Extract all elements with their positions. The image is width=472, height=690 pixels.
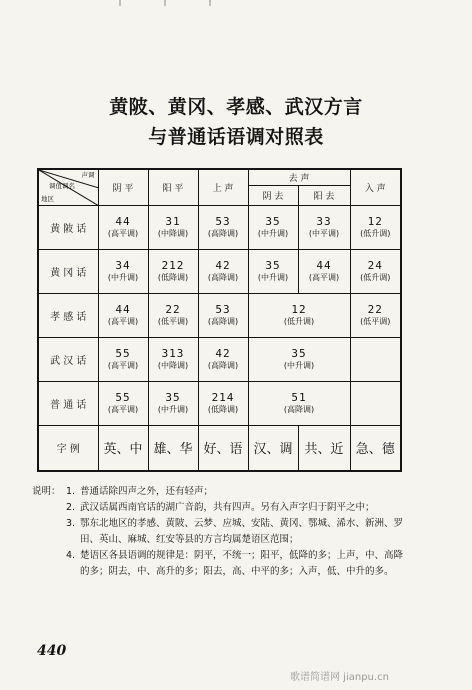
row-name: 黄 陂 话 — [38, 205, 98, 249]
tone-value: 22 — [165, 303, 181, 316]
row-name: 黄 冈 话 — [38, 249, 98, 293]
tone-name: (中升调) — [107, 273, 139, 282]
row-name: 武 汉 话 — [38, 337, 98, 381]
tone-value: 24 — [367, 259, 383, 272]
header-qusheng: 去 声 — [248, 169, 350, 185]
tone-name: (中升调) — [257, 229, 289, 238]
tone-cell — [298, 249, 350, 293]
tone-name: (高平调) — [308, 273, 340, 282]
tone-cell — [198, 293, 248, 337]
tone-value: 12 — [367, 215, 383, 228]
table-row — [38, 205, 401, 249]
top-crop-marks — [0, 0, 472, 10]
tone-name: (低降调) — [207, 405, 239, 414]
tone-name: (中平调) — [308, 229, 340, 238]
tone-value: 35 — [291, 347, 307, 360]
tone-cell — [350, 205, 401, 249]
row-name: 普 通 话 — [38, 381, 98, 425]
tone-name: (低升调) — [360, 229, 391, 238]
note-number: 4. — [66, 550, 76, 561]
examples-label: 字 例 — [38, 425, 98, 471]
example-chars: 急、德 — [350, 425, 401, 471]
header-rusheng: 入 声 — [350, 169, 401, 205]
tone-value: 33 — [316, 215, 332, 228]
tone-value: 44 — [316, 259, 332, 272]
tone-value: 42 — [215, 259, 231, 272]
tone-value: 35 — [265, 215, 281, 228]
note-item — [66, 500, 412, 516]
tone-cell — [98, 337, 148, 381]
corner-header-cell — [38, 169, 98, 205]
note-text: 楚语区各县语调的规律是：阴平，不统一；阳平，低降的多；上声，中、高降的多；阴去，中、高升的多；阳去，高、中平的多；入声，低、中升的多。 — [80, 550, 404, 577]
header-shangsheng: 上 声 — [198, 169, 248, 205]
tone-name: (高降调) — [207, 273, 239, 282]
tone-value: 35 — [165, 391, 181, 404]
tone-name: (中升调) — [283, 361, 315, 370]
tone-cell-merged — [248, 293, 350, 337]
tone-cell — [98, 293, 148, 337]
tone-value: 313 — [161, 347, 185, 360]
tone-name: (高降调) — [207, 317, 239, 326]
tone-value: 12 — [291, 303, 307, 316]
note-number: 1. — [66, 486, 76, 497]
tone-value: 42 — [215, 347, 231, 360]
tone-value: 212 — [161, 259, 185, 272]
tone-name: (中降调) — [157, 229, 189, 238]
tone-cell — [198, 249, 248, 293]
tone-cell — [198, 205, 248, 249]
tone-cell — [248, 249, 298, 293]
note-text: 武汉话属西南官话的湖广音韵，共有四声。另有入声字归于阴平之中； — [80, 502, 375, 513]
example-chars: 好、语 — [198, 425, 248, 471]
tone-name: (高降调) — [283, 405, 315, 414]
example-chars: 共、近 — [298, 425, 350, 471]
tone-cell — [148, 337, 198, 381]
tone-value: 53 — [215, 303, 231, 316]
tone-name: (高平调) — [107, 317, 139, 326]
tone-cell — [148, 293, 198, 337]
example-chars: 英、中 — [98, 425, 148, 471]
page-number: 440 — [37, 643, 67, 659]
examples-row — [38, 425, 401, 471]
example-chars: 汉、调 — [248, 425, 298, 471]
tone-cell-merged — [248, 337, 350, 381]
tone-value: 214 — [211, 391, 235, 404]
row-name: 孝 感 话 — [38, 293, 98, 337]
tone-cell — [98, 249, 148, 293]
tone-name: (低平调) — [360, 317, 391, 326]
notes-lead: 说明： — [32, 486, 61, 497]
table-row — [38, 337, 401, 381]
tone-value: 44 — [115, 215, 131, 228]
tone-cell — [148, 205, 198, 249]
tone-value: 31 — [165, 215, 181, 228]
tone-cell — [98, 205, 148, 249]
tone-name: (高平调) — [107, 229, 139, 238]
tone-name: (低降调) — [157, 273, 189, 282]
corner-label-value: 调值调名 — [49, 182, 75, 190]
tone-cell-empty — [350, 381, 401, 425]
tone-name: (低平调) — [157, 317, 189, 326]
header-yinqu: 阴 去 — [248, 185, 298, 205]
tone-cell — [350, 249, 401, 293]
table-row — [38, 381, 401, 425]
tone-value: 35 — [265, 259, 281, 272]
tone-cell-empty — [350, 337, 401, 381]
corner-label-region: 地区 — [41, 194, 54, 203]
tone-value: 53 — [215, 215, 231, 228]
tone-name: (低升调) — [283, 317, 315, 326]
title-line-2: 与普通话语调对照表 — [148, 126, 324, 148]
tone-name: (高平调) — [107, 361, 139, 370]
header-yangqu: 阳 去 — [298, 185, 350, 205]
tone-cell — [148, 381, 198, 425]
note-number: 3. — [66, 518, 76, 529]
note-item — [66, 484, 412, 500]
note-item — [66, 548, 412, 580]
tone-cell-merged — [248, 381, 350, 425]
notes-section — [32, 484, 412, 580]
tone-comparison-table — [37, 168, 402, 472]
tone-value: 51 — [291, 391, 307, 404]
header-yangping: 阳 平 — [148, 169, 198, 205]
table-row — [38, 293, 401, 337]
tone-cell — [98, 381, 148, 425]
tone-name: (低升调) — [360, 273, 391, 282]
tone-value: 55 — [115, 391, 131, 404]
corner-label-tone: 声调 — [81, 171, 95, 179]
tone-cell — [198, 381, 248, 425]
example-chars: 雄、华 — [148, 425, 198, 471]
title-line-1: 黄陂、黄冈、孝感、武汉方言 — [109, 96, 363, 118]
tone-name: (中降调) — [157, 361, 189, 370]
header-yinping: 阴 平 — [98, 169, 148, 205]
tone-name: (高降调) — [207, 361, 239, 370]
watermark: 歌谱简谱网 jianpu.cn — [290, 672, 389, 683]
table-row — [38, 249, 401, 293]
tone-value: 44 — [115, 303, 131, 316]
note-text: 普通话除四声之外，还有轻声； — [80, 486, 214, 497]
note-item — [66, 516, 412, 548]
tone-name: (高降调) — [207, 229, 239, 238]
tone-cell — [198, 337, 248, 381]
tone-name: (高平调) — [107, 405, 139, 414]
tone-cell — [148, 249, 198, 293]
tone-value: 55 — [115, 347, 131, 360]
note-number: 2. — [66, 502, 76, 513]
note-text: 鄂东北地区的孝感、黄陂、云梦、应城、安陆、黄冈、鄂城、浠水、新洲、罗田、英山、麻城、红安等县的方言均属楚语区范围； — [80, 518, 404, 545]
tone-cell — [298, 205, 350, 249]
tone-cell — [248, 205, 298, 249]
tone-cell — [350, 293, 401, 337]
tone-value: 34 — [115, 259, 131, 272]
notes-list — [64, 484, 412, 580]
tone-name: (中升调) — [257, 273, 289, 282]
tone-name: (中升调) — [157, 405, 189, 414]
tone-value: 22 — [367, 303, 383, 316]
